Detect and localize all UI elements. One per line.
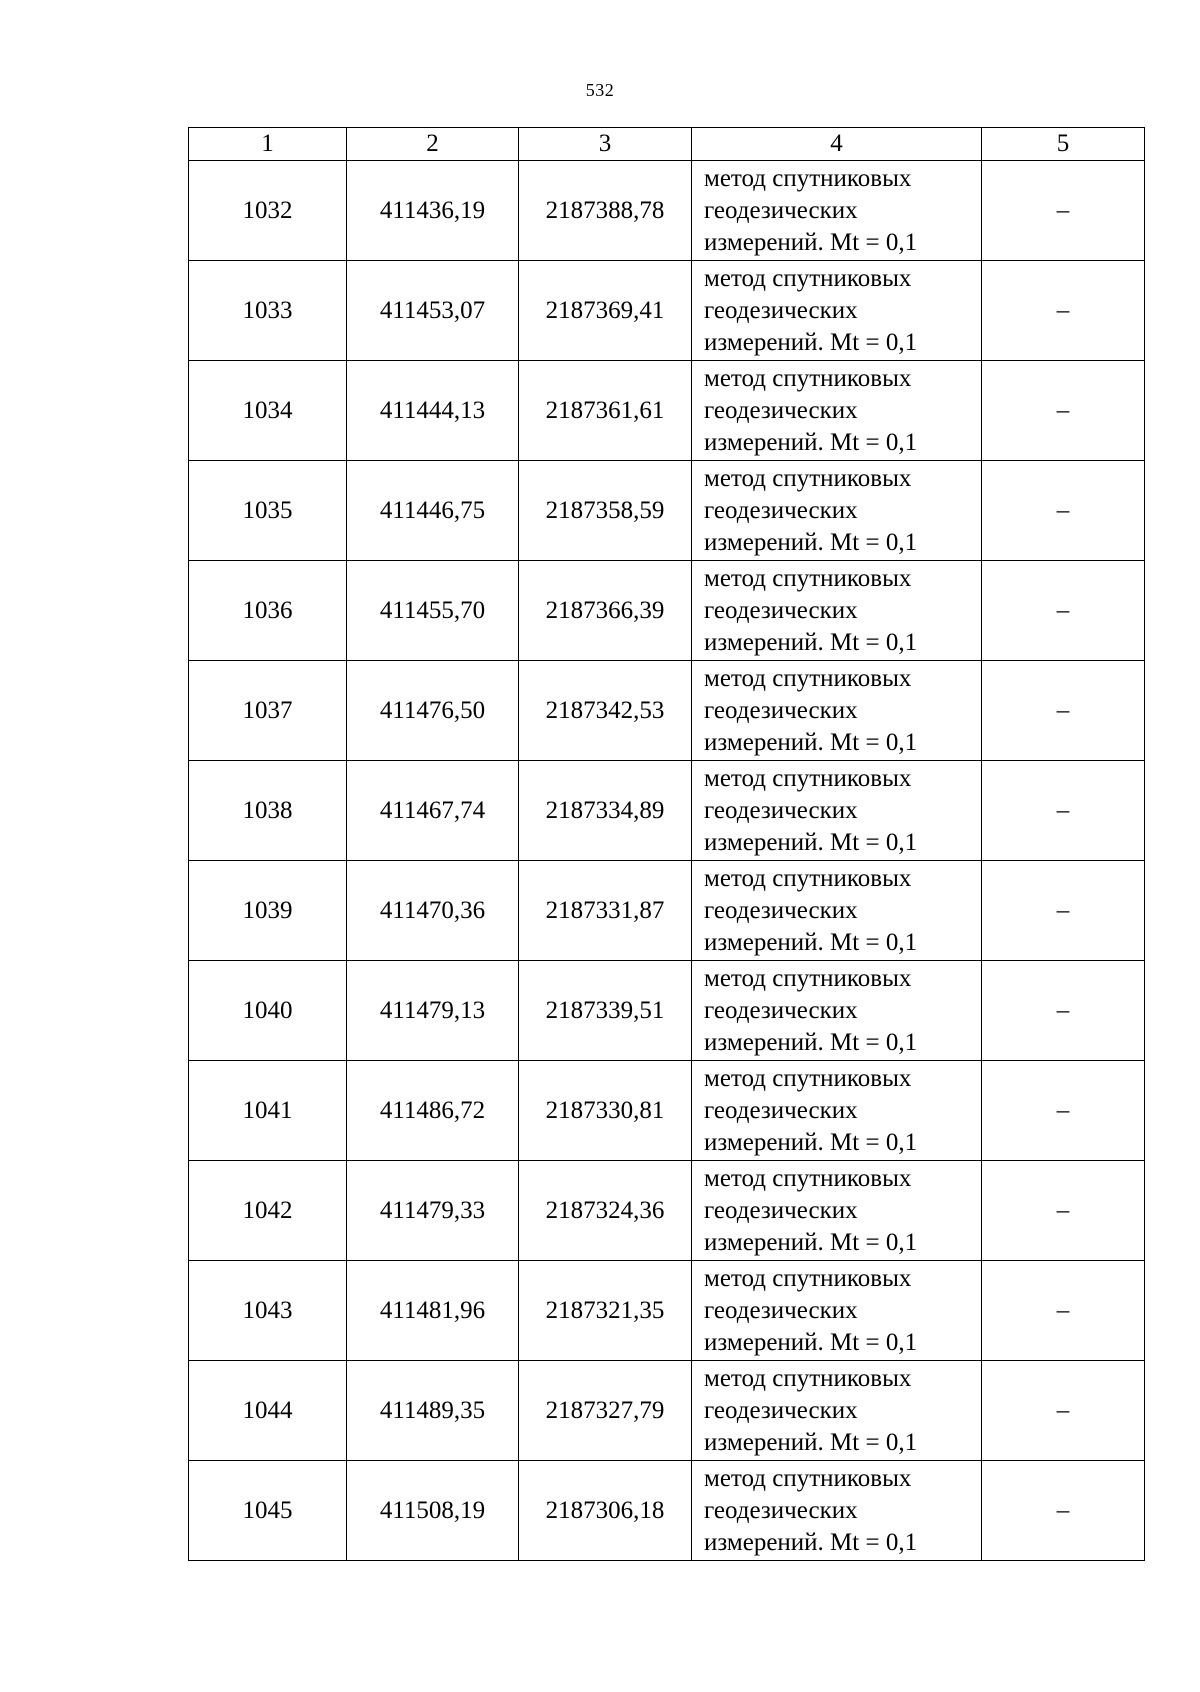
x-coordinate-cell: 411508,19: [347, 1461, 519, 1561]
x-coordinate-cell: 411444,13: [347, 361, 519, 461]
method-cell: [692, 961, 982, 1061]
coordinates-table: [188, 127, 1145, 1561]
table-row: [189, 761, 1145, 861]
method-cell: [692, 1161, 982, 1261]
method-cell: [692, 861, 982, 961]
method-line-1: метод спутниковых: [704, 1364, 912, 1392]
method-line-3: измерений. Mt = 0,1: [704, 428, 918, 456]
table-row: [189, 361, 1145, 461]
point-number-cell: 1045: [189, 1461, 347, 1561]
x-coordinate-cell: 411436,19: [347, 161, 519, 261]
x-coordinate-cell: 411479,13: [347, 961, 519, 1061]
method-line-3: измерений. Mt = 0,1: [704, 1328, 918, 1356]
method-line-1: метод спутниковых: [704, 664, 912, 692]
method-line-3: измерений. Mt = 0,1: [704, 1428, 918, 1456]
table-body: [189, 161, 1145, 1561]
page-number: 532: [585, 80, 615, 100]
method-line-2: геодезических: [704, 1396, 858, 1424]
y-coordinate-cell: 2187358,59: [519, 461, 692, 561]
method-line-3: измерений. Mt = 0,1: [704, 1528, 918, 1556]
point-number-cell: 1038: [189, 761, 347, 861]
method-line-2: геодезических: [704, 896, 858, 924]
column-header-3: 3: [519, 128, 692, 161]
table-row: [189, 261, 1145, 361]
x-coordinate-cell: 411476,50: [347, 661, 519, 761]
y-coordinate-cell: 2187331,87: [519, 861, 692, 961]
note-cell: –: [982, 1161, 1145, 1261]
method-cell: [692, 1461, 982, 1561]
x-coordinate-cell: 411453,07: [347, 261, 519, 361]
y-coordinate-cell: 2187324,36: [519, 1161, 692, 1261]
method-line-2: геодезических: [704, 596, 858, 624]
method-line-3: измерений. Mt = 0,1: [704, 328, 918, 356]
note-cell: –: [982, 861, 1145, 961]
method-line-2: геодезических: [704, 496, 858, 524]
method-line-3: измерений. Mt = 0,1: [704, 1028, 918, 1056]
method-line-1: метод спутниковых: [704, 764, 912, 792]
note-cell: –: [982, 561, 1145, 661]
note-cell: –: [982, 1261, 1145, 1361]
method-line-2: геодезических: [704, 996, 858, 1024]
table-row: [189, 861, 1145, 961]
method-line-2: геодезических: [704, 396, 858, 424]
method-line-1: метод спутниковых: [704, 1264, 912, 1292]
point-number-cell: 1040: [189, 961, 347, 1061]
method-line-3: измерений. Mt = 0,1: [704, 728, 918, 756]
note-cell: –: [982, 661, 1145, 761]
point-number-cell: 1043: [189, 1261, 347, 1361]
x-coordinate-cell: 411479,33: [347, 1161, 519, 1261]
table-row: [189, 1161, 1145, 1261]
method-line-2: геодезических: [704, 696, 858, 724]
method-cell: [692, 661, 982, 761]
table-row: [189, 461, 1145, 561]
point-number-cell: 1036: [189, 561, 347, 661]
y-coordinate-cell: 2187361,61: [519, 361, 692, 461]
method-cell: [692, 1361, 982, 1461]
method-line-1: метод спутниковых: [704, 1464, 912, 1492]
table-row: [189, 1061, 1145, 1161]
method-cell: [692, 561, 982, 661]
column-header-2: 2: [347, 128, 519, 161]
table-row: [189, 1361, 1145, 1461]
y-coordinate-cell: 2187369,41: [519, 261, 692, 361]
method-line-1: метод спутниковых: [704, 1164, 912, 1192]
y-coordinate-cell: 2187306,18: [519, 1461, 692, 1561]
table-row: [189, 961, 1145, 1061]
y-coordinate-cell: 2187334,89: [519, 761, 692, 861]
x-coordinate-cell: 411481,96: [347, 1261, 519, 1361]
note-cell: –: [982, 961, 1145, 1061]
method-line-2: геодезических: [704, 296, 858, 324]
y-coordinate-cell: 2187321,35: [519, 1261, 692, 1361]
table-row: [189, 561, 1145, 661]
method-line-2: геодезических: [704, 196, 858, 224]
method-cell: [692, 361, 982, 461]
method-cell: [692, 461, 982, 561]
method-line-3: измерений. Mt = 0,1: [704, 828, 918, 856]
y-coordinate-cell: 2187342,53: [519, 661, 692, 761]
point-number-cell: 1044: [189, 1361, 347, 1461]
note-cell: –: [982, 261, 1145, 361]
note-cell: –: [982, 1461, 1145, 1561]
x-coordinate-cell: 411486,72: [347, 1061, 519, 1161]
method-line-2: геодезических: [704, 1196, 858, 1224]
method-line-1: метод спутниковых: [704, 964, 912, 992]
note-cell: –: [982, 761, 1145, 861]
point-number-cell: 1034: [189, 361, 347, 461]
point-number-cell: 1039: [189, 861, 347, 961]
column-header-4: 4: [692, 128, 982, 161]
method-cell: [692, 1061, 982, 1161]
method-line-1: метод спутниковых: [704, 164, 912, 192]
method-cell: [692, 1261, 982, 1361]
method-line-3: измерений. Mt = 0,1: [704, 1128, 918, 1156]
note-cell: –: [982, 1361, 1145, 1461]
y-coordinate-cell: 2187330,81: [519, 1061, 692, 1161]
column-header-5: 5: [982, 128, 1145, 161]
table-row: [189, 161, 1145, 261]
method-cell: [692, 261, 982, 361]
method-cell: [692, 161, 982, 261]
method-line-3: измерений. Mt = 0,1: [704, 628, 918, 656]
x-coordinate-cell: 411446,75: [347, 461, 519, 561]
note-cell: –: [982, 161, 1145, 261]
method-line-3: измерений. Mt = 0,1: [704, 228, 918, 256]
method-line-1: метод спутниковых: [704, 464, 912, 492]
table-row: [189, 661, 1145, 761]
method-line-3: измерений. Mt = 0,1: [704, 928, 918, 956]
method-line-3: измерений. Mt = 0,1: [704, 1228, 918, 1256]
point-number-cell: 1037: [189, 661, 347, 761]
method-line-3: измерений. Mt = 0,1: [704, 528, 918, 556]
column-header-1: 1: [189, 128, 347, 161]
method-line-1: метод спутниковых: [704, 364, 912, 392]
point-number-cell: 1033: [189, 261, 347, 361]
method-cell: [692, 761, 982, 861]
y-coordinate-cell: 2187327,79: [519, 1361, 692, 1461]
note-cell: –: [982, 1061, 1145, 1161]
x-coordinate-cell: 411467,74: [347, 761, 519, 861]
method-line-1: метод спутниковых: [704, 564, 912, 592]
note-cell: –: [982, 461, 1145, 561]
point-number-cell: 1041: [189, 1061, 347, 1161]
table-row: [189, 1261, 1145, 1361]
method-line-2: геодезических: [704, 1496, 858, 1524]
point-number-cell: 1042: [189, 1161, 347, 1261]
method-line-1: метод спутниковых: [704, 1064, 912, 1092]
y-coordinate-cell: 2187339,51: [519, 961, 692, 1061]
x-coordinate-cell: 411489,35: [347, 1361, 519, 1461]
x-coordinate-cell: 411470,36: [347, 861, 519, 961]
x-coordinate-cell: 411455,70: [347, 561, 519, 661]
point-number-cell: 1035: [189, 461, 347, 561]
y-coordinate-cell: 2187366,39: [519, 561, 692, 661]
method-line-2: геодезических: [704, 1296, 858, 1324]
method-line-1: метод спутниковых: [704, 264, 912, 292]
method-line-2: геодезических: [704, 1096, 858, 1124]
point-number-cell: 1032: [189, 161, 347, 261]
table-row: [189, 1461, 1145, 1561]
table-header-row: [189, 128, 1145, 161]
note-cell: –: [982, 361, 1145, 461]
y-coordinate-cell: 2187388,78: [519, 161, 692, 261]
method-line-1: метод спутниковых: [704, 864, 912, 892]
method-line-2: геодезических: [704, 796, 858, 824]
